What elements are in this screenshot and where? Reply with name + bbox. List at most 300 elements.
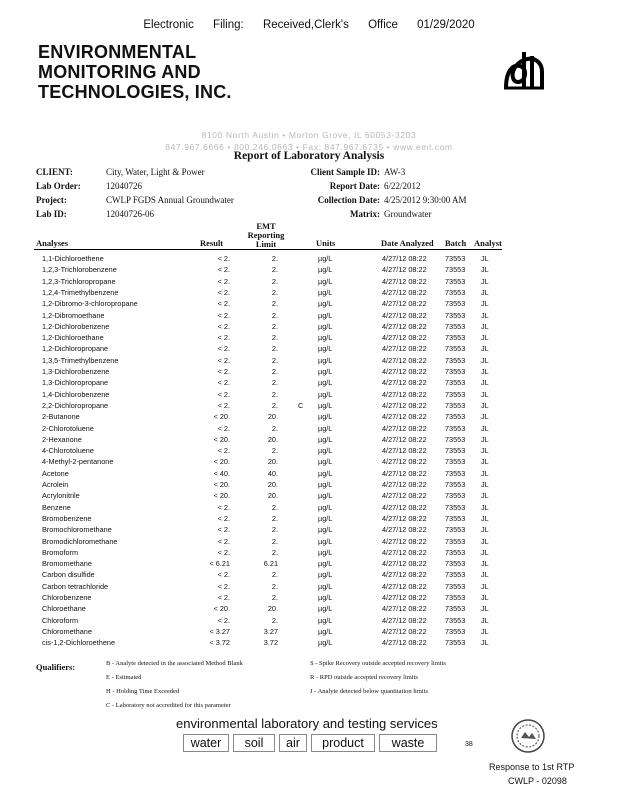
col-result: Result <box>200 238 224 248</box>
row-units: µg/L <box>318 355 333 365</box>
row-analyst: JL <box>481 400 489 410</box>
row-limit: 20. <box>267 434 278 444</box>
table-row <box>0 547 618 558</box>
row-date-analyzed: 4/27/12 08:22 <box>382 423 427 433</box>
row-analyte: 4-Chlorotoluene <box>42 446 94 456</box>
row-date-analyzed: 4/27/12 08:22 <box>382 446 427 456</box>
row-date-analyzed: 4/27/12 08:22 <box>382 310 427 320</box>
col-limit: Limit <box>255 239 277 249</box>
row-result: < 2. <box>217 276 230 286</box>
table-row <box>0 423 618 434</box>
row-analyst: JL <box>481 513 489 523</box>
row-result: < 2. <box>217 423 230 433</box>
row-analyte: Bromobenzene <box>42 513 92 523</box>
table-row <box>0 253 618 264</box>
row-units: µg/L <box>318 321 333 331</box>
row-units: µg/L <box>318 513 333 523</box>
row-result: < 2. <box>217 593 230 602</box>
report-date-value: 6/22/2012 <box>384 181 421 191</box>
report-date-label: Report Date: <box>329 181 380 191</box>
row-units: µg/L <box>318 626 333 636</box>
filing-stamp <box>0 19 618 31</box>
row-date-analyzed: 4/27/12 08:22 <box>382 254 427 263</box>
row-date-analyzed: 4/27/12 08:22 <box>382 581 427 591</box>
row-result: < 2. <box>217 581 230 591</box>
table-row <box>0 490 618 501</box>
row-result: < 2. <box>217 367 230 376</box>
row-analyst: JL <box>481 525 489 535</box>
row-analyte: Chloroform <box>42 615 79 625</box>
row-date-analyzed: 4/27/12 08:22 <box>382 333 427 343</box>
page-number: 38 <box>465 741 473 748</box>
lab-order-label: Lab Order: <box>36 181 81 191</box>
row-batch: 73553 <box>445 513 466 523</box>
row-date-analyzed: 4/27/12 08:22 <box>382 559 427 569</box>
qualifier-j: J - Analyte detected below quantitation limits <box>310 688 429 695</box>
row-limit: 2. <box>271 525 278 535</box>
bates-number: CWLP - 02098 <box>508 776 567 786</box>
row-limit: 2. <box>271 310 278 320</box>
row-analyst: JL <box>481 276 489 286</box>
filing-office: Office <box>368 19 398 31</box>
row-analyte: Bromomethane <box>42 559 92 569</box>
row-units: µg/L <box>318 457 333 467</box>
row-analyst: JL <box>481 434 489 444</box>
table-row <box>0 389 618 400</box>
table-row <box>0 581 618 592</box>
table-row <box>0 558 618 569</box>
row-analyst: JL <box>481 333 489 343</box>
row-units: µg/L <box>318 400 333 410</box>
row-units: µg/L <box>318 310 333 320</box>
row-analyst: JL <box>481 604 489 614</box>
row-units: µg/L <box>318 593 333 602</box>
row-date-analyzed: 4/27/12 08:22 <box>382 615 427 625</box>
row-units: µg/L <box>318 468 333 478</box>
row-batch: 73553 <box>445 638 466 648</box>
row-analyst: JL <box>481 570 489 580</box>
row-analyst: JL <box>481 593 489 602</box>
row-batch: 73553 <box>445 615 466 625</box>
row-analyte: cis-1,2-Dichloroethene <box>42 638 116 648</box>
row-batch: 73553 <box>445 593 466 602</box>
row-batch: 73553 <box>445 333 466 343</box>
company-line-1: ENVIRONMENTAL <box>38 42 197 62</box>
row-result: < 2. <box>217 321 230 331</box>
row-units: µg/L <box>318 423 333 433</box>
table-row <box>0 456 618 467</box>
row-limit: 20. <box>267 604 278 614</box>
row-date-analyzed: 4/27/12 08:22 <box>382 626 427 636</box>
row-analyte: 1,2-Dichlorobenzene <box>42 321 110 331</box>
row-limit: 6.21 <box>263 559 278 569</box>
row-analyte: Carbon tetrachloride <box>42 581 109 591</box>
row-analyte: 2-Hexanone <box>42 434 82 444</box>
row-date-analyzed: 4/27/12 08:22 <box>382 547 427 557</box>
project-value: CWLP FGDS Annual Groundwater <box>106 195 234 205</box>
row-batch: 73553 <box>445 344 466 354</box>
row-result: < 2. <box>217 389 230 399</box>
row-result: < 2. <box>217 615 230 625</box>
row-analyte: Bromodichloromethane <box>42 536 118 546</box>
row-analyte: 1,2-Dichloropropane <box>42 344 109 354</box>
row-analyst: JL <box>481 559 489 569</box>
row-limit: 2. <box>271 446 278 456</box>
row-analyst: JL <box>481 412 489 422</box>
service-product: product <box>311 734 375 752</box>
row-units: µg/L <box>318 615 333 625</box>
row-analyte: Bromoform <box>42 547 79 557</box>
row-batch: 73553 <box>445 604 466 614</box>
row-limit: 2. <box>271 276 278 286</box>
row-date-analyzed: 4/27/12 08:22 <box>382 468 427 478</box>
row-units: µg/L <box>318 276 333 286</box>
row-batch: 73553 <box>445 423 466 433</box>
row-result: < 2. <box>217 299 230 309</box>
row-units: µg/L <box>318 638 333 648</box>
table-row <box>0 343 618 354</box>
row-batch: 73553 <box>445 400 466 410</box>
row-analyst: JL <box>481 638 489 648</box>
table-row <box>0 434 618 445</box>
row-analyte: Carbon disulfide <box>42 570 95 580</box>
row-result: < 2. <box>217 502 230 512</box>
table-row <box>0 637 618 648</box>
address-line-1: 8100 North Austin • Morton Grove, IL 60053-3203 <box>201 130 417 140</box>
row-date-analyzed: 4/27/12 08:22 <box>382 367 427 376</box>
row-date-analyzed: 4/27/12 08:22 <box>382 480 427 489</box>
row-result: < 20. <box>213 491 230 501</box>
row-limit: 2. <box>271 423 278 433</box>
row-units: µg/L <box>318 287 333 297</box>
row-limit: 2. <box>271 265 278 275</box>
row-analyst: JL <box>481 299 489 309</box>
row-units: µg/L <box>318 581 333 591</box>
row-analyst: JL <box>481 536 489 546</box>
row-limit: 2. <box>271 536 278 546</box>
table-row <box>0 603 618 614</box>
row-date-analyzed: 4/27/12 08:22 <box>382 525 427 535</box>
row-result: < 40. <box>213 468 230 478</box>
row-limit: 2. <box>271 321 278 331</box>
row-analyte: Acrolein <box>42 480 69 489</box>
row-limit: 2. <box>271 547 278 557</box>
header-divider <box>34 249 502 250</box>
row-limit: 40. <box>267 468 278 478</box>
row-batch: 73553 <box>445 525 466 535</box>
row-analyte: 1,3,5-Trimethylbenzene <box>42 355 119 365</box>
row-limit: 2. <box>271 570 278 580</box>
row-date-analyzed: 4/27/12 08:22 <box>382 638 427 648</box>
filing-received: Received,Clerk's <box>262 19 349 31</box>
row-result: < 2. <box>217 525 230 535</box>
row-limit: 2. <box>271 389 278 399</box>
table-row <box>0 264 618 275</box>
row-analyte: Chloromethane <box>42 626 92 636</box>
row-units: µg/L <box>318 412 333 422</box>
row-analyst: JL <box>481 446 489 456</box>
row-analyte: 1,2,3-Trichlorobenzene <box>42 265 117 275</box>
row-batch: 73553 <box>445 480 466 489</box>
row-date-analyzed: 4/27/12 08:22 <box>382 593 427 602</box>
footer-tagline: environmental laboratory and testing services <box>176 716 438 731</box>
service-waste: waste <box>379 734 437 752</box>
row-result: < 2. <box>217 536 230 546</box>
row-result: < 20. <box>213 604 230 614</box>
row-limit: 2. <box>271 355 278 365</box>
table-row <box>0 310 618 321</box>
row-analyte: 1,2-Dibromo-3-chloropropane <box>42 299 138 309</box>
row-result: < 2. <box>217 333 230 343</box>
response-label: Response to 1st RTP <box>489 762 575 772</box>
table-row <box>0 287 618 298</box>
row-units: µg/L <box>318 299 333 309</box>
row-analyte: Bromochloromethane <box>42 525 112 535</box>
address-line-2: 847.967.6666 • 800.246.0663 • Fax: 847.967.6735 • www.emt.com <box>165 142 453 152</box>
row-limit: 2. <box>271 378 278 388</box>
row-result: < 2. <box>217 400 230 410</box>
company-line-3: TECHNOLOGIES, INC. <box>38 82 232 102</box>
row-batch: 73553 <box>445 299 466 309</box>
row-analyst: JL <box>481 457 489 467</box>
col-analyses: Analyses <box>36 238 69 248</box>
row-analyte: Chloroethane <box>42 604 86 614</box>
row-analyst: JL <box>481 615 489 625</box>
row-units: µg/L <box>318 367 333 376</box>
row-result: < 6.21 <box>209 559 230 569</box>
row-analyte: 1,3-Dichlorobenzene <box>42 367 110 376</box>
row-limit: 3.27 <box>263 626 278 636</box>
row-result: < 20. <box>213 480 230 489</box>
row-units: µg/L <box>318 389 333 399</box>
row-analyte: 2,2-Dichloropropane <box>42 400 109 410</box>
row-qualifier: C <box>298 400 304 410</box>
row-units: µg/L <box>318 378 333 388</box>
row-batch: 73553 <box>445 389 466 399</box>
row-date-analyzed: 4/27/12 08:22 <box>382 378 427 388</box>
row-analyte: Acrylonitrile <box>42 491 80 501</box>
row-limit: 2. <box>271 615 278 625</box>
row-date-analyzed: 4/27/12 08:22 <box>382 412 427 422</box>
row-result: < 2. <box>217 446 230 456</box>
row-result: < 20. <box>213 412 230 422</box>
row-date-analyzed: 4/27/12 08:22 <box>382 502 427 512</box>
row-limit: 2. <box>271 254 278 263</box>
row-analyte: Chlorobenzene <box>42 593 92 602</box>
table-row <box>0 536 618 547</box>
row-date-analyzed: 4/27/12 08:22 <box>382 513 427 523</box>
row-units: µg/L <box>318 333 333 343</box>
service-air: air <box>279 734 307 752</box>
table-row <box>0 411 618 422</box>
lab-id-label: Lab ID: <box>36 209 67 219</box>
row-analyst: JL <box>481 344 489 354</box>
row-analyst: JL <box>481 626 489 636</box>
row-analyte: 2-Butanone <box>42 412 80 422</box>
row-result: < 3.27 <box>209 626 230 636</box>
row-batch: 73553 <box>445 446 466 456</box>
row-units: µg/L <box>318 254 333 263</box>
row-units: µg/L <box>318 434 333 444</box>
table-row <box>0 569 618 580</box>
row-result: < 2. <box>217 265 230 275</box>
row-units: µg/L <box>318 547 333 557</box>
emt-logo-icon <box>498 42 550 94</box>
table-row <box>0 332 618 343</box>
row-limit: 2. <box>271 593 278 602</box>
row-date-analyzed: 4/27/12 08:22 <box>382 355 427 365</box>
row-date-analyzed: 4/27/12 08:22 <box>382 491 427 501</box>
row-date-analyzed: 4/27/12 08:22 <box>382 434 427 444</box>
row-batch: 73553 <box>445 355 466 365</box>
row-batch: 73553 <box>445 468 466 478</box>
row-analyst: JL <box>481 581 489 591</box>
row-limit: 20. <box>267 491 278 501</box>
col-units: Units <box>316 238 336 248</box>
company-name <box>38 42 232 102</box>
row-date-analyzed: 4/27/12 08:22 <box>382 457 427 467</box>
row-date-analyzed: 4/27/12 08:22 <box>382 389 427 399</box>
row-date-analyzed: 4/27/12 08:22 <box>382 570 427 580</box>
table-row <box>0 400 618 411</box>
row-result: < 2. <box>217 570 230 580</box>
row-result: < 2. <box>217 547 230 557</box>
row-analyst: JL <box>481 502 489 512</box>
row-units: µg/L <box>318 525 333 535</box>
row-analyst: JL <box>481 468 489 478</box>
accreditation-seal-icon <box>510 718 546 754</box>
filing-date: 01/29/2020 <box>417 19 475 31</box>
row-result: < 2. <box>217 254 230 263</box>
row-limit: 20. <box>267 480 278 489</box>
matrix-label: Matrix: <box>350 209 380 219</box>
row-analyte: 1,2-Dibromoethane <box>42 310 105 320</box>
row-limit: 2. <box>271 287 278 297</box>
table-row <box>0 445 618 456</box>
row-analyst: JL <box>481 389 489 399</box>
qualifier-r: R - RPD outside accepted recovery limits <box>310 674 418 681</box>
row-result: < 2. <box>217 287 230 297</box>
row-limit: 2. <box>271 513 278 523</box>
row-date-analyzed: 4/27/12 08:22 <box>382 276 427 286</box>
row-analyte: Acetone <box>42 468 69 478</box>
row-analyst: JL <box>481 287 489 297</box>
col-emt-reporting-limit <box>238 222 294 249</box>
row-result: < 2. <box>217 513 230 523</box>
col-reporting: Reporting <box>247 230 285 240</box>
row-limit: 2. <box>271 333 278 343</box>
row-analyte: 1,2-Dichloroethane <box>42 333 104 343</box>
row-analyte: 1,1-Dichloroethene <box>42 254 104 263</box>
project-label: Project: <box>36 195 67 205</box>
row-batch: 73553 <box>445 457 466 467</box>
table-row <box>0 366 618 377</box>
row-date-analyzed: 4/27/12 08:22 <box>382 344 427 354</box>
table-row <box>0 592 618 603</box>
row-result: < 2. <box>217 344 230 354</box>
row-batch: 73553 <box>445 367 466 376</box>
table-row <box>0 468 618 479</box>
report-title: Report of Laboratory Analysis <box>233 150 385 162</box>
row-limit: 2. <box>271 344 278 354</box>
sample-id-value: AW-3 <box>384 167 406 177</box>
table-row <box>0 377 618 388</box>
row-units: µg/L <box>318 491 333 501</box>
row-batch: 73553 <box>445 547 466 557</box>
row-limit: 2. <box>271 502 278 512</box>
matrix-value: Groundwater <box>384 209 432 219</box>
row-batch: 73553 <box>445 276 466 286</box>
row-date-analyzed: 4/27/12 08:22 <box>382 400 427 410</box>
row-units: µg/L <box>318 502 333 512</box>
row-analyst: JL <box>481 310 489 320</box>
row-units: µg/L <box>318 480 333 489</box>
row-analyst: JL <box>481 254 489 263</box>
qualifier-s: S - Spike Recovery outside accepted recovery limits <box>310 660 446 667</box>
table-row <box>0 524 618 535</box>
row-batch: 73553 <box>445 412 466 422</box>
row-analyte: Benzene <box>42 502 71 512</box>
row-analyte: 1,3-Dichloropropane <box>42 378 109 388</box>
row-analyst: JL <box>481 355 489 365</box>
row-analyte: 2-Chlorotoluene <box>42 423 94 433</box>
row-limit: 3.72 <box>263 638 278 648</box>
row-batch: 73553 <box>445 321 466 331</box>
row-analyst: JL <box>481 321 489 331</box>
row-date-analyzed: 4/27/12 08:22 <box>382 287 427 297</box>
row-batch: 73553 <box>445 378 466 388</box>
row-date-analyzed: 4/27/12 08:22 <box>382 604 427 614</box>
row-batch: 73553 <box>445 310 466 320</box>
row-units: µg/L <box>318 446 333 456</box>
col-emt: EMT <box>256 221 276 231</box>
row-batch: 73553 <box>445 502 466 512</box>
row-units: µg/L <box>318 265 333 275</box>
qualifier-h: H - Holding Time Exceeded <box>106 688 180 695</box>
row-date-analyzed: 4/27/12 08:22 <box>382 321 427 331</box>
row-batch: 73553 <box>445 254 466 263</box>
row-limit: 2. <box>271 367 278 376</box>
sample-id-label: Client Sample ID: <box>310 167 380 177</box>
row-batch: 73553 <box>445 287 466 297</box>
row-units: µg/L <box>318 344 333 354</box>
row-limit: 2. <box>271 400 278 410</box>
row-batch: 73553 <box>445 581 466 591</box>
row-date-analyzed: 4/27/12 08:22 <box>382 265 427 275</box>
client-label: CLIENT: <box>36 167 73 177</box>
col-analyst: Analyst <box>474 238 502 248</box>
row-date-analyzed: 4/27/12 08:22 <box>382 299 427 309</box>
client-value: City, Water, Light & Power <box>106 167 205 177</box>
row-units: µg/L <box>318 559 333 569</box>
qualifier-b: B - Analyte detected in the associated Method Blank <box>106 660 243 667</box>
row-analyst: JL <box>481 547 489 557</box>
table-row <box>0 513 618 524</box>
row-batch: 73553 <box>445 570 466 580</box>
table-row <box>0 615 618 626</box>
table-row <box>0 626 618 637</box>
table-row <box>0 479 618 490</box>
row-batch: 73553 <box>445 265 466 275</box>
row-units: µg/L <box>318 604 333 614</box>
filing-filing: Filing: <box>213 19 244 31</box>
row-units: µg/L <box>318 536 333 546</box>
lab-order-value: 12040726 <box>106 181 142 191</box>
row-limit: 2. <box>271 581 278 591</box>
row-analyst: JL <box>481 480 489 489</box>
row-result: < 2. <box>217 310 230 320</box>
qualifier-e: E - Estimated <box>106 674 142 681</box>
